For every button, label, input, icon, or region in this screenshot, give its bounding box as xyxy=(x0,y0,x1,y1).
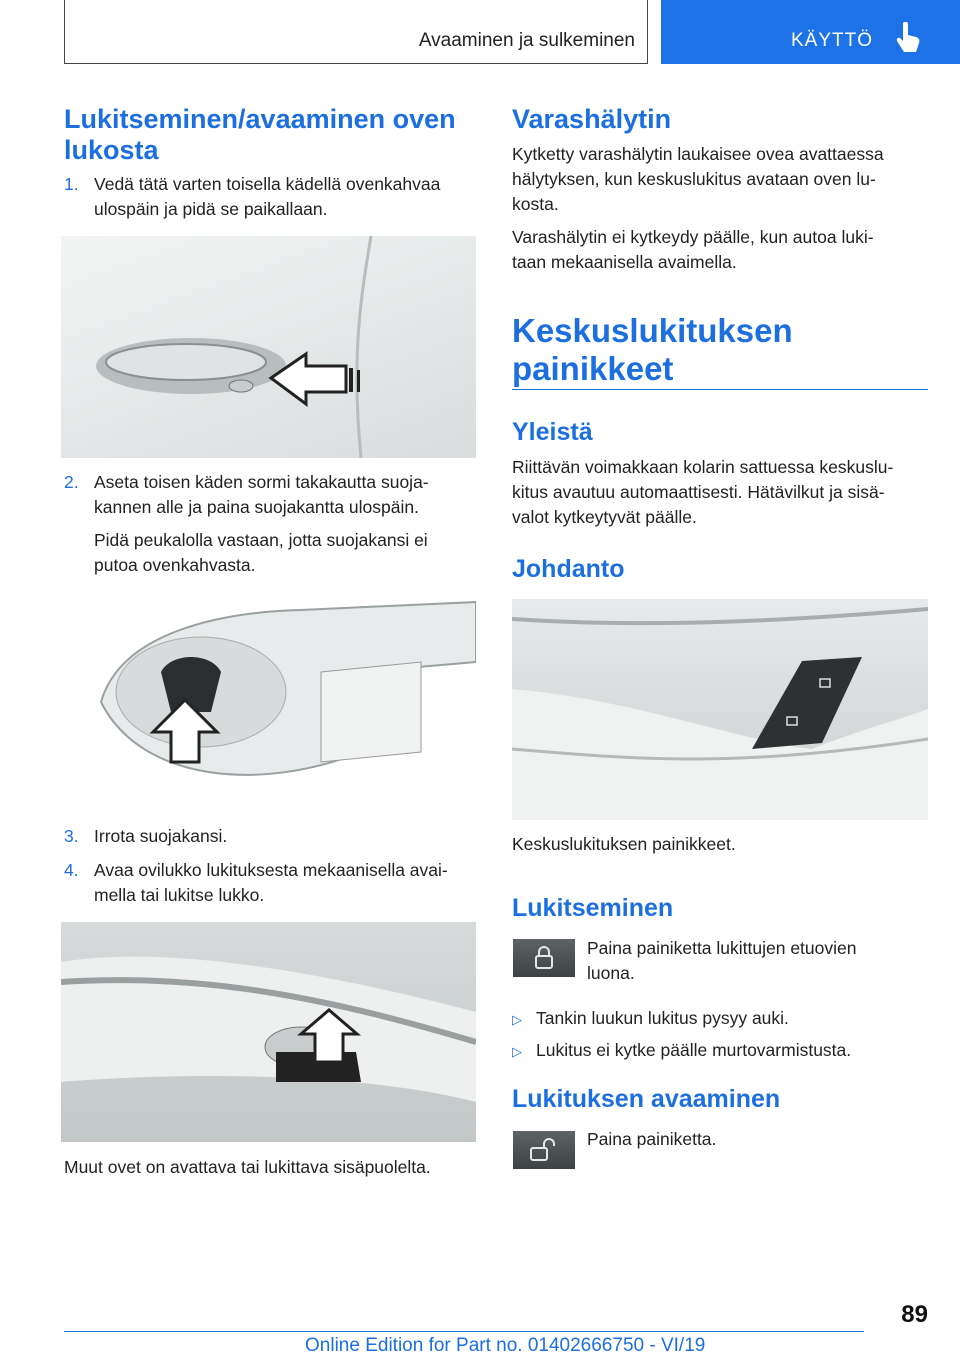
title-line: painikkeet xyxy=(512,350,674,387)
triangle-bullet-icon: ▷ xyxy=(512,1044,522,1059)
page-number: 89 xyxy=(901,1301,928,1328)
title-line: Keskuslukituksen xyxy=(512,312,793,349)
text-line: Riittävän voimakkaan kolarin sattuessa keskuslu- xyxy=(512,457,894,477)
header-section-box xyxy=(64,0,648,64)
alarm-title: Varashälytin xyxy=(512,104,672,134)
central-lock-buttons-title xyxy=(512,312,793,388)
step-text: mella tai lukitse lukko. xyxy=(94,885,265,905)
central-lock-buttons-image xyxy=(512,599,928,820)
header-chapter-title: KÄYTTÖ xyxy=(791,30,874,51)
step-number: 2. xyxy=(64,472,79,492)
triangle-bullet-icon: ▷ xyxy=(512,1012,522,1027)
door-handle-pull-image xyxy=(61,236,476,458)
title-line: lukosta xyxy=(64,135,159,165)
text-line: Kytketty varashälytin laukaisee ovea avattaessa xyxy=(512,144,884,164)
step-2 xyxy=(64,470,484,578)
lock-button-image xyxy=(513,939,575,977)
step-number: 1. xyxy=(64,174,79,194)
unlock-text: Paina painiketta. xyxy=(587,1129,717,1149)
header-section-title: Avaaminen ja sulkeminen xyxy=(418,30,635,51)
step-text: Irrota suojakansi. xyxy=(94,826,228,846)
bullet-text: Tankin luukun lukitus pysyy auki. xyxy=(536,1008,789,1028)
lock-text xyxy=(587,936,857,986)
intro-caption: Keskuslukituksen painikkeet. xyxy=(512,834,736,854)
text-line: Paina painiketta lukittujen etuovien xyxy=(587,938,857,958)
step-number: 4. xyxy=(64,860,79,880)
text-line: valot kytkeytyvät päälle. xyxy=(512,507,697,527)
unlock-title: Lukituksen avaaminen xyxy=(512,1085,781,1113)
door-lock-title xyxy=(64,104,484,166)
step-3 xyxy=(64,824,484,849)
cover-cap-image xyxy=(61,592,476,800)
text-line: taan mekaanisella avaimella. xyxy=(512,252,737,272)
bullet-deadlock xyxy=(512,1040,851,1061)
alarm-paragraph-2 xyxy=(512,225,932,275)
step-text: Aseta toisen käden sormi takakautta suoja- xyxy=(94,472,429,492)
intro-title: Johdanto xyxy=(512,555,625,583)
general-title: Yleistä xyxy=(512,418,593,446)
step-text: Vedä tätä varten toisella kädellä ovenkahvaa xyxy=(94,174,441,194)
text-line: Varashälytin ei kytkeydy päälle, kun autoa luki- xyxy=(512,227,874,247)
text-line: luona. xyxy=(587,963,635,983)
section-divider xyxy=(512,389,928,390)
step-4 xyxy=(64,858,484,908)
bullet-text: Lukitus ei kytke päälle murtovarmistusta. xyxy=(536,1040,852,1060)
closing-note: Muut ovet on avattava tai lukittava sisäpuolelta. xyxy=(64,1157,431,1177)
footer-edition[interactable]: Online Edition for Part no. 01402666750 - VI/19 xyxy=(305,1335,706,1356)
header-chapter-tab xyxy=(661,0,960,64)
step-1 xyxy=(64,172,484,222)
general-paragraph xyxy=(512,455,932,530)
alarm-paragraph-1 xyxy=(512,142,932,217)
step-number: 3. xyxy=(64,826,79,846)
step-text: ulospäin ja pidä se paikallaan. xyxy=(94,199,328,219)
bullet-fuel-flap xyxy=(512,1008,789,1029)
step-text: putoa ovenkahvasta. xyxy=(94,555,256,575)
lock-title: Lukitseminen xyxy=(512,894,674,922)
text-line: hälytyksen, kun keskuslukitus avataan oven lu- xyxy=(512,169,876,189)
unlock-button-image xyxy=(513,1131,575,1169)
text-line: kosta. xyxy=(512,194,559,214)
key-in-lock-image xyxy=(61,922,476,1142)
step-text: kannen alle ja paina suojakantta ulospäin. xyxy=(94,497,419,517)
title-line: Lukitseminen/avaaminen oven xyxy=(64,104,456,134)
footer-divider xyxy=(64,1331,864,1332)
step-text: Pidä peukalolla vastaan, jotta suojakansi ei xyxy=(94,530,428,550)
hand-pointer-icon xyxy=(895,22,921,54)
step-text: Avaa ovilukko lukituksesta mekaanisella avai- xyxy=(94,860,448,880)
text-line: kitus avautuu automaattisesti. Hätävilkut ja sisä- xyxy=(512,482,885,502)
